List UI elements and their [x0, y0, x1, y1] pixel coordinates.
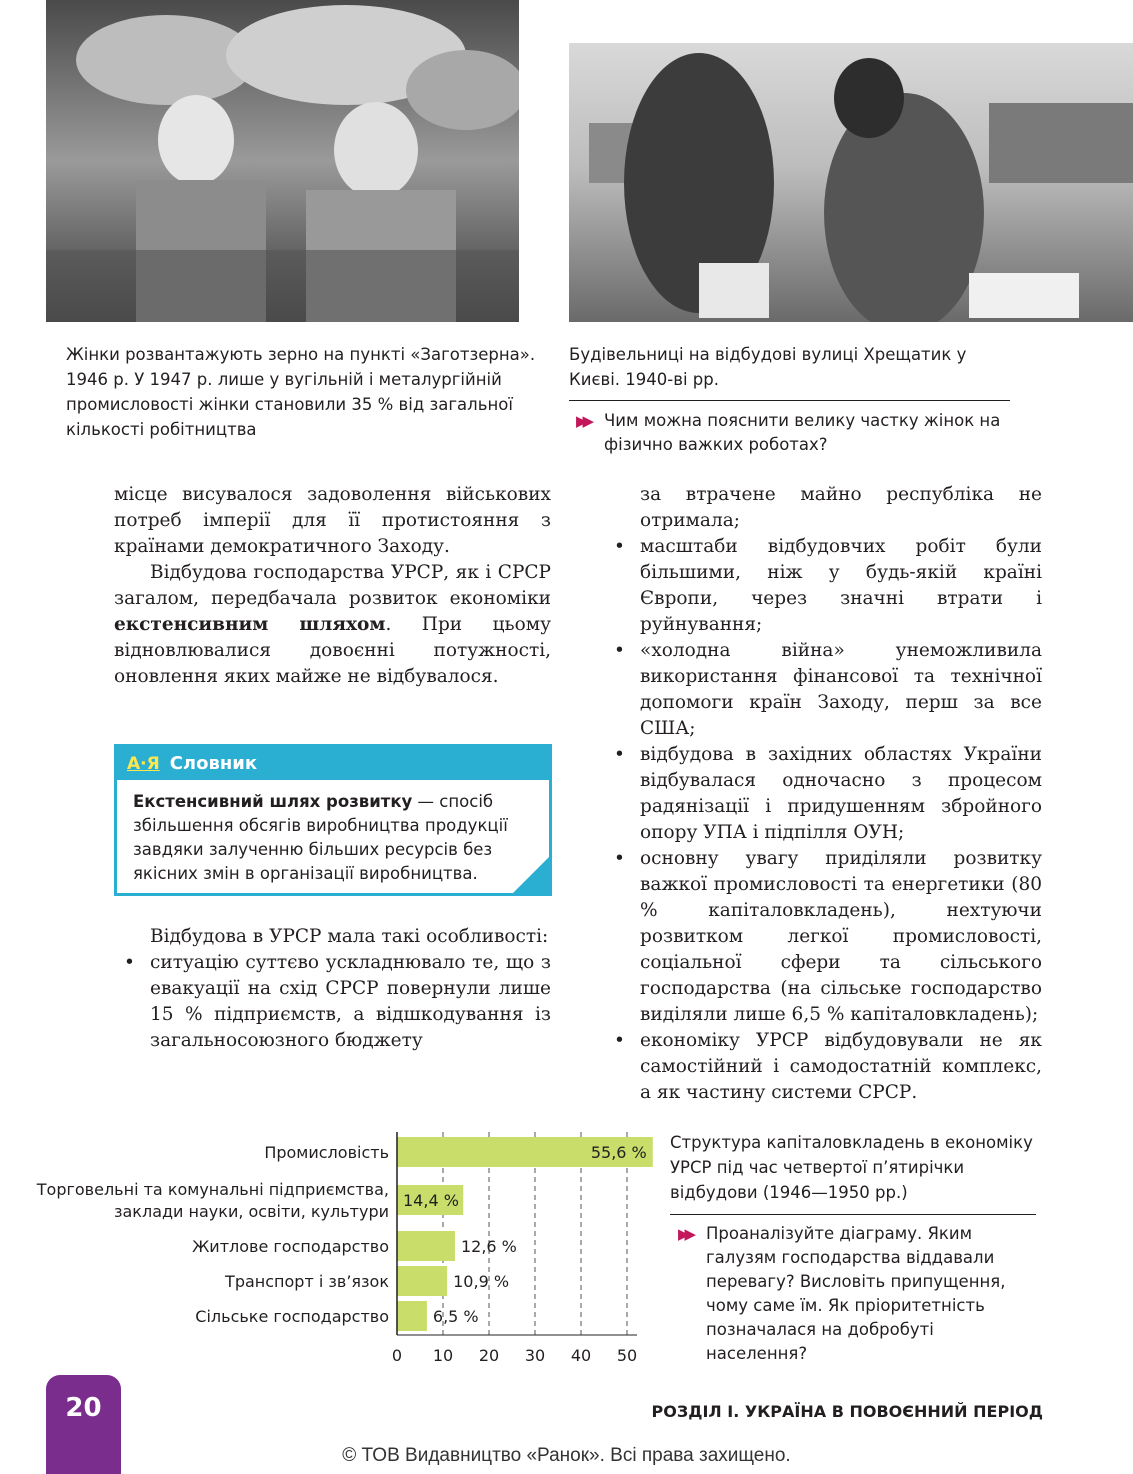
- dictionary-header: [117, 747, 549, 780]
- copyright: © ТОВ Видавництво «Ранок». Всі права захищено.: [342, 1445, 791, 1466]
- tick-label: 50: [616, 1346, 638, 1365]
- right-bullet-list: [604, 534, 1042, 1106]
- list-item: • основну увагу приділяли розвитку важкої промисловості та енергетики (80 % капіталовкладень), нехтуючи розвитком легкої промисловості, соціальної сфери та сільського господарства (на сільське господарство виділяли лише 6,5 % капіталовкладень);: [604, 846, 1042, 1028]
- photo-women-unloading-grain: [46, 0, 519, 322]
- divider: [670, 1214, 1036, 1215]
- left-column: [114, 482, 551, 690]
- left-column-lower: [114, 924, 551, 1054]
- list-item: • масштаби відбудовчих робіт були більшими, ніж у будь-якій країні Європи, через значні втрати і руйнування;: [604, 534, 1042, 638]
- category-label: Сільське господарство: [195, 1307, 389, 1326]
- dictionary-definition: — спосіб збільшення обсягів виробництва продукції завдяки залученню більших ресурсів без якісних змін в організації виробництва.: [133, 792, 508, 883]
- category-label: Транспорт і зв’язок: [225, 1272, 389, 1291]
- tick-label: 10: [432, 1346, 454, 1365]
- category-label: Промисловість: [264, 1143, 389, 1162]
- photo-question: ▶▶ Чим можна пояснити велику частку жінок на фізично важких роботах?: [576, 409, 1026, 457]
- section-title: РОЗДІЛ І. УКРАЇНА В ПОВОЄННИЙ ПЕРІОД: [651, 1402, 1043, 1421]
- right-photo-caption: Будівельниці на відбудові вулиці Хрещатик у Києві. 1940-ві рр.: [569, 345, 967, 389]
- list-item: • економіку УРСР відбудовували не як самостійний і самодостатній комплекс, а як частину системи СРСР.: [604, 1028, 1042, 1106]
- left-photo-caption: Жінки розвантажують зерно на пункті «Заготзерна». 1946 р. У 1947 р. лише у вугільній і металургійній промисловості жінки становили 35 % від загальної кількості робітництва: [66, 345, 536, 439]
- category-label: Торговельні та комунальні підприємства,: [36, 1180, 389, 1199]
- page-number: 20: [65, 1393, 102, 1423]
- tick-label: 20: [478, 1346, 500, 1365]
- list-item: • відбудова в західних областях України відбувалася одночасно з процесом радянізації і придушенням збройного опору УПА і підпілля ОУН;: [604, 742, 1042, 846]
- term-highlight: екстенсивним шляхом: [114, 614, 386, 635]
- chart-bar: [397, 1231, 455, 1261]
- dictionary-body: [117, 780, 549, 896]
- left-paragraph-1: місце висувалося задоволення військових потреб імперії для її протистояння з країнами демократичного Заходу.: [114, 484, 551, 557]
- list-item: • ситуацію суттєво ускладнювало те, що з евакуації на схід СРСР повернули лише 15 % підприємств, а відшкодування із загальносоюзного бюджету: [114, 950, 551, 1054]
- list-item: • «холодна війна» унеможливила використання фінансової та технічної допомоги країн Заходу, перш за все США;: [604, 638, 1042, 742]
- divider: [569, 400, 1010, 401]
- double-arrow-icon: ▶▶: [576, 412, 590, 430]
- chart-canvas: [0, 1120, 660, 1370]
- tick-label: 0: [391, 1346, 403, 1365]
- chart-bar: [397, 1266, 447, 1296]
- dictionary-icon: А·Я: [127, 753, 160, 774]
- bar-chart: [0, 1120, 660, 1370]
- left-bullet-list: [114, 950, 551, 1054]
- chart-caption: Структура капіталовкладень в економіку УРСР під час четвертої п’ятирічки відбудови (1946—1950 рр.): [670, 1133, 1033, 1202]
- left-paragraph-3: Відбудова в УРСР мала такі особливості:: [150, 926, 549, 947]
- dictionary-box: [114, 744, 552, 896]
- dictionary-term: Екстенсивний шлях розвитку: [133, 792, 413, 811]
- tick-label: 40: [570, 1346, 592, 1365]
- chart-bar: [397, 1301, 427, 1331]
- value-label: 55,6 %: [590, 1143, 647, 1162]
- category-label: Житлове господарство: [192, 1237, 389, 1256]
- double-arrow-icon: ▶▶: [678, 1225, 692, 1243]
- tick-label: 30: [524, 1346, 546, 1365]
- right-continuation: за втрачене майно республіка не отримала;: [640, 484, 1042, 531]
- category-label: заклади науки, освіти, культури: [113, 1202, 389, 1221]
- left-paragraph-2: Відбудова господарства УРСР, як і СРСР загалом, передбачала розвиток економіки екстенсивним шляхом. При цьому відновлювалися довоєнні потужності, оновлення яких майже не відбувалося.: [114, 562, 551, 687]
- value-label: 10,9 %: [453, 1272, 510, 1291]
- right-column: [604, 482, 1042, 1106]
- value-label: 6,5 %: [432, 1307, 479, 1326]
- value-label: 12,6 %: [460, 1237, 517, 1256]
- photo-khreshchatyk-builders: [569, 43, 1133, 322]
- value-label: 14,4 %: [403, 1191, 459, 1210]
- chart-question: ▶▶ Проаналізуйте діаграму. Яким галузям господарства віддавали перевагу? Висловіть припущення, чому саме їм. Як пріоритетність позначалася на добробуті населення?: [678, 1222, 1038, 1366]
- page-corner-icon: [513, 857, 549, 893]
- dictionary-title: Словник: [169, 753, 258, 774]
